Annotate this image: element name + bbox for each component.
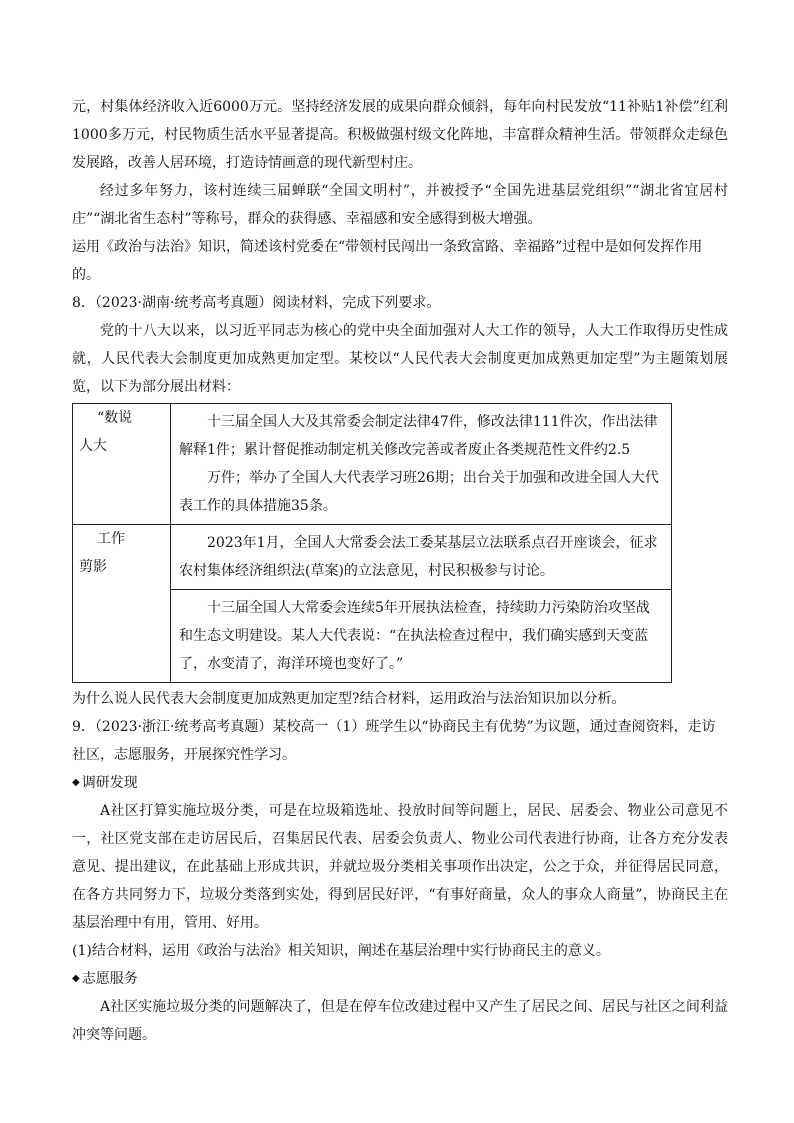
black-diamond-icon: ◆ bbox=[72, 973, 80, 984]
section-volunteer-service bbox=[72, 965, 728, 993]
document-page bbox=[72, 93, 728, 1049]
question-9-header: 9．（2023·浙江·统考高考真题）某校高一（1）班学生以“协商民主有优势”为议题，通过查阅资料，走访社区，志愿服务，开展探究性学习。 bbox=[72, 719, 716, 763]
section-title: 志愿服务 bbox=[81, 971, 138, 987]
paragraph-village-economy: 元，村集体经济收入近6000万元。坚持经济发展的成果向群众倾斜，每年向村民发放“11补贴1补偿”红利1000多万元，村民物质生活水平显著提高。积极做强村级文化阵地，丰富群众精神生活。带领群众走绿色发展路，改善人居环境，打造诗情画意的现代新型村庄。 bbox=[72, 99, 728, 171]
paragraph-garbage-sorting: A社区打算实施垃圾分类，可是在垃圾箱选址、投放时间等问题上，居民、居委会、物业公司意见不一，社区党支部在走访居民后，召集居民代表、居委会负责人、物业公司代表进行协商，让各方充分发表意见、提出建议，在此基础上形成共识，并就垃圾分类相关事项作出决定，公之于众，并征得居民同意，在各方共同努力下，垃圾分类落到实处，得到居民好评，“有事好商量，众人的事众人商量”，协商民主在基层治理中有用，管用、好用。 bbox=[72, 803, 728, 931]
question-8-prompt: 为什么说人民代表大会制度更加成熟更加定型?结合材料，运用政治与法治知识加以分析。 bbox=[72, 691, 626, 707]
question-8-material: 党的十八大以来，以习近平同志为核心的党中央全面加强对人大工作的领导，人大工作取得历史性成就，人民代表大会制度更加成熟更加定型。某校以“人民代表大会制度更加成熟更加定型”为主题策划展览，以下为部分展出材料： bbox=[72, 323, 728, 395]
table-label-data-npc: “数说 人大 bbox=[73, 404, 171, 525]
question-7-prompt: 运用《政治与法治》知识，简述该村党委在“带领村民闯出一条致富路、幸福路”过程中是如何发挥作用的。 bbox=[72, 239, 703, 283]
exhibition-material-table bbox=[72, 403, 672, 683]
paragraph-parking-conflict: A社区实施垃圾分类的问题解决了，但是在停车位改建过程中又产生了居民之间、居民与社区之间利益冲突等问题。 bbox=[72, 999, 728, 1043]
paragraph-village-honors: 经过多年努力，该村连续三届蝉联“全国文明村”，并被授予“全国先进基层党组织”“湖北省宜居村庄”“湖北省生态村”等称号，群众的获得感、幸福感和安全感得到极大增强。 bbox=[72, 183, 728, 227]
table-row bbox=[73, 404, 672, 525]
question-8-header: 8．（2023·湖南·统考高考真题）阅读材料，完成下列要求。 bbox=[72, 295, 441, 311]
section-title: 调研发现 bbox=[81, 775, 138, 791]
table-cell-data-npc: 十三届全国人大及其常委会制定法律47件，修改法律111件次，作出法律解释1件；累计督促推动制定机关修改完善或者废止各类规范性文件约2.5 万件；举办了全国人大代表学习班26期；出台关于加强和改进全国人大代表工作的具体措施35条。 bbox=[171, 404, 672, 525]
table-row bbox=[73, 525, 672, 590]
table-cell-legislation-meeting: 2023年1月，全国人大常委会法工委某基层立法联系点召开座谈会，征求农村集体经济组织法(草案)的立法意见，村民积极参与讨论。 bbox=[171, 525, 672, 590]
table-label-work-snapshot: 工作 剪影 bbox=[73, 525, 171, 683]
section-survey-findings bbox=[72, 769, 728, 797]
black-diamond-icon: ◆ bbox=[72, 777, 80, 788]
table-cell-law-enforcement: 十三届全国人大常委会连续5年开展执法检查，持续助力污染防治攻坚战和生态文明建设。某人大代表说：“在执法检查过程中，我们确实感到天变蓝了，水变清了，海洋环境也变好了。” bbox=[171, 590, 672, 683]
question-9-1-prompt: (1)结合材料，运用《政治与法治》相关知识，阐述在基层治理中实行协商民主的意义。 bbox=[72, 943, 610, 959]
